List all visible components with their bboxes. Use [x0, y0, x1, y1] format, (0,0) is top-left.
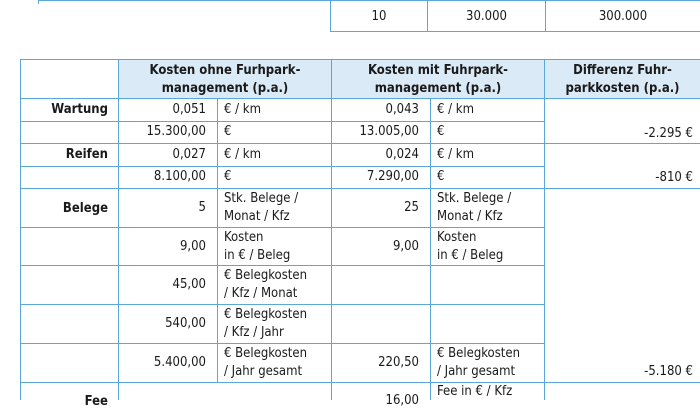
top-cell-2: 30.000: [466, 9, 507, 24]
unit-cell: € Belegkosten / Kfz / Monat: [224, 268, 308, 301]
col-header-with: Kosten mit Fuhrpark- management (p.a.): [367, 63, 509, 96]
difference-belege: -5.180 €: [644, 364, 693, 379]
unit-cell: € Belegkosten / Jahr gesamt: [437, 346, 521, 379]
value-cell: 0,051: [172, 102, 206, 117]
value-cell: 25: [404, 200, 419, 215]
value-cell: 8.100,00: [153, 169, 206, 184]
value-cell: 5.400,00: [153, 355, 206, 370]
row-label-fee: Fee: [84, 394, 108, 409]
value-cell: 540,00: [165, 316, 206, 331]
row-label-reifen: Reifen: [65, 147, 108, 162]
unit-cell: € Belegkosten / Kfz / Jahr: [224, 307, 308, 340]
value-cell: 0,043: [385, 102, 419, 117]
unit-cell: €: [437, 124, 445, 139]
value-cell: 5: [198, 200, 206, 215]
difference-wartung: -2.295 €: [644, 126, 693, 141]
unit-cell: € / km: [437, 102, 474, 117]
unit-cell: Kosten in € / Beleg: [224, 230, 291, 263]
value-cell: 16,00: [385, 393, 419, 408]
value-cell: 0,024: [385, 147, 419, 162]
unit-cell: € / km: [224, 147, 261, 162]
top-cell-1: 10: [371, 9, 387, 24]
unit-cell: Kosten in € / Beleg: [437, 230, 504, 263]
unit-cell: € / km: [224, 102, 261, 117]
top-cell-3: 300.000: [598, 9, 648, 24]
unit-cell: €: [437, 169, 445, 184]
unit-cell: € Belegkosten / Jahr gesamt: [224, 346, 308, 379]
row-label-belege: Belege: [62, 201, 108, 216]
value-cell: 45,00: [172, 277, 206, 292]
value-cell: 0,027: [172, 147, 206, 162]
unit-cell: Stk. Belege / Monat / Kfz: [224, 191, 299, 224]
value-cell: 9,00: [179, 239, 206, 254]
value-cell: 220,50: [378, 355, 419, 370]
unit-cell: Stk. Belege / Monat / Kfz: [437, 191, 512, 224]
difference-reifen: -810 €: [655, 170, 693, 185]
unit-cell: Fee in € / Kfz: [437, 384, 513, 399]
col-header-difference: Differenz Fuhr- parkkosten (p.a.): [565, 63, 680, 96]
col-header-without: Kosten ohne Furhpark- management (p.a.): [149, 63, 301, 96]
value-cell: 7.290,00: [366, 169, 419, 184]
value-cell: 13.005,00: [359, 124, 419, 139]
value-cell: 9,00: [392, 239, 419, 254]
value-cell: 15.300,00: [146, 124, 206, 139]
unit-cell: €: [224, 124, 232, 139]
unit-cell: €: [224, 169, 232, 184]
row-label-wartung: Wartung: [51, 102, 108, 117]
unit-cell: € / km: [437, 147, 474, 162]
